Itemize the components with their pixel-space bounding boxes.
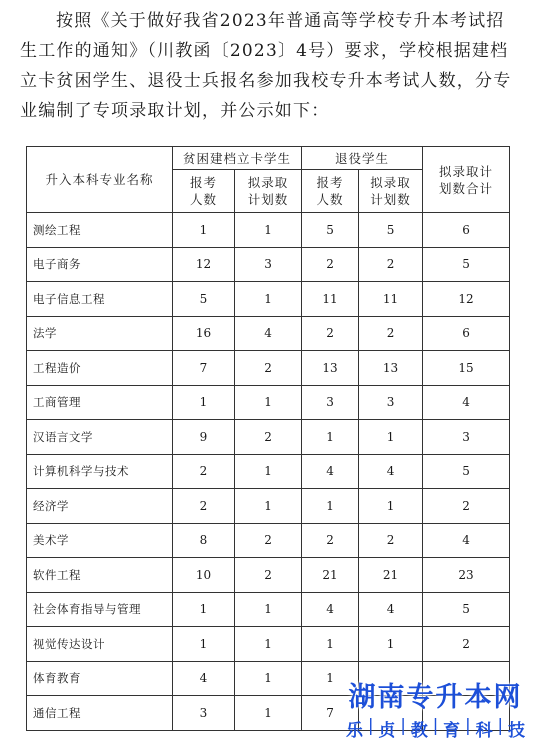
table-row [27, 385, 510, 420]
cell-poor-apply: 1 [173, 627, 235, 662]
table-row [27, 454, 510, 489]
cell-total: 4 [423, 523, 510, 558]
cell-total: 12 [423, 282, 510, 317]
cell-vet-plan: 21 [359, 558, 423, 593]
header-vet-apply: 报考人数 [302, 170, 359, 213]
table-row [27, 282, 510, 317]
table-body [27, 213, 510, 731]
cell-vet-plan: 4 [359, 454, 423, 489]
watermark-char: 教 [410, 721, 428, 741]
cell-total: 2 [423, 489, 510, 524]
table-row [27, 316, 510, 351]
cell-poor-apply: 1 [173, 213, 235, 248]
cell-poor-apply: 3 [173, 696, 235, 731]
enrollment-plan-table [26, 146, 510, 731]
cell-poor-plan: 1 [235, 627, 302, 662]
cell-vet-plan: 2 [359, 247, 423, 282]
table-row [27, 420, 510, 455]
watermark-separator: | [400, 716, 406, 736]
cell-poor-plan: 2 [235, 558, 302, 593]
cell-major: 社会体育指导与管理 [27, 592, 173, 627]
watermark-char: 乐 [346, 721, 363, 741]
cell-vet-apply: 1 [302, 489, 359, 524]
header-major: 升入本科专业名称 [27, 147, 173, 213]
cell-poor-apply: 8 [173, 523, 235, 558]
cell-major: 电子信息工程 [27, 282, 173, 317]
cell-vet-apply: 5 [302, 213, 359, 248]
cell-major: 软件工程 [27, 558, 173, 593]
header-poor-plan: 拟录取计划数 [235, 170, 302, 213]
header-row-1 [27, 147, 510, 170]
cell-total: 3 [423, 420, 510, 455]
cell-poor-apply: 9 [173, 420, 235, 455]
watermark-brand: 湖南专升本网 [348, 682, 523, 713]
cell-vet-plan: 5 [359, 213, 423, 248]
cell-vet-apply: 4 [302, 592, 359, 627]
cell-poor-plan: 1 [235, 454, 302, 489]
cell-major: 法学 [27, 316, 173, 351]
cell-poor-plan: 2 [235, 351, 302, 386]
cell-total: 23 [423, 558, 510, 593]
cell-poor-plan: 1 [235, 213, 302, 248]
cell-poor-apply: 2 [173, 454, 235, 489]
cell-major: 计算机科学与技术 [27, 454, 173, 489]
table-row [27, 627, 510, 662]
cell-total: 5 [423, 592, 510, 627]
cell-vet-apply: 3 [302, 385, 359, 420]
cell-poor-plan: 2 [235, 523, 302, 558]
cell-poor-plan: 1 [235, 696, 302, 731]
cell-vet-plan: 13 [359, 351, 423, 386]
cell-poor-plan: 1 [235, 661, 302, 696]
header-poor-students: 贫困建档立卡学生 [173, 147, 302, 170]
cell-major: 汉语言文学 [27, 420, 173, 455]
cell-total: 5 [423, 454, 510, 489]
cell-major: 美术学 [27, 523, 173, 558]
cell-total: 5 [423, 247, 510, 282]
cell-vet-plan: 2 [359, 316, 423, 351]
cell-poor-plan: 1 [235, 489, 302, 524]
cell-vet-apply: 2 [302, 247, 359, 282]
watermark-char: 贞 [378, 721, 396, 741]
cell-vet-plan: 1 [359, 489, 423, 524]
header-poor-apply: 报考人数 [173, 170, 235, 213]
cell-poor-apply: 1 [173, 385, 235, 420]
cell-major: 工商管理 [27, 385, 173, 420]
cell-vet-apply: 2 [302, 523, 359, 558]
cell-vet-apply: 7 [302, 696, 359, 731]
watermark-separator: | [465, 716, 471, 736]
cell-major: 体育教育 [27, 661, 173, 696]
watermark-separator: | [497, 716, 504, 736]
cell-total: 4 [423, 385, 510, 420]
cell-poor-apply: 5 [173, 282, 235, 317]
cell-vet-apply: 2 [302, 316, 359, 351]
header-total-plan: 拟录取计划数合计 [423, 147, 510, 213]
cell-total: 15 [423, 351, 510, 386]
watermark-char: 育 [443, 721, 461, 741]
header-vet-plan: 拟录取计划数 [359, 170, 423, 213]
cell-vet-apply: 1 [302, 661, 359, 696]
watermark-separator: | [432, 716, 439, 736]
table-row [27, 213, 510, 248]
cell-vet-plan: 4 [359, 592, 423, 627]
cell-total: 2 [423, 627, 510, 662]
intro-paragraph [20, 6, 520, 126]
cell-vet-plan: 2 [359, 523, 423, 558]
cell-major: 测绘工程 [27, 213, 173, 248]
cell-poor-plan: 1 [235, 385, 302, 420]
cell-poor-apply: 4 [173, 661, 235, 696]
cell-poor-plan: 4 [235, 316, 302, 351]
cell-poor-plan: 1 [235, 592, 302, 627]
cell-poor-plan: 3 [235, 247, 302, 282]
table-row [27, 592, 510, 627]
watermark-separator: | [367, 716, 374, 736]
cell-major: 通信工程 [27, 696, 173, 731]
cell-vet-apply: 1 [302, 627, 359, 662]
cell-poor-apply: 10 [173, 558, 235, 593]
cell-poor-plan: 2 [235, 420, 302, 455]
cell-vet-apply: 1 [302, 420, 359, 455]
cell-poor-apply: 2 [173, 489, 235, 524]
cell-major: 工程造价 [27, 351, 173, 386]
cell-vet-apply: 4 [302, 454, 359, 489]
cell-vet-apply: 21 [302, 558, 359, 593]
watermark-char: 科 [475, 721, 493, 741]
watermark-tagline [338, 716, 533, 741]
cell-poor-apply: 7 [173, 351, 235, 386]
cell-total: 6 [423, 213, 510, 248]
table-row [27, 489, 510, 524]
site-watermark [338, 682, 533, 744]
table-row [27, 523, 510, 558]
cell-poor-apply: 16 [173, 316, 235, 351]
cell-major: 视觉传达设计 [27, 627, 173, 662]
cell-total: 6 [423, 316, 510, 351]
table-row [27, 558, 510, 593]
cell-poor-apply: 1 [173, 592, 235, 627]
cell-poor-apply: 12 [173, 247, 235, 282]
cell-vet-apply: 11 [302, 282, 359, 317]
cell-vet-plan: 1 [359, 627, 423, 662]
cell-major: 经济学 [27, 489, 173, 524]
table-row [27, 247, 510, 282]
cell-vet-plan: 1 [359, 420, 423, 455]
table-row [27, 351, 510, 386]
cell-vet-plan: 3 [359, 385, 423, 420]
cell-vet-apply: 13 [302, 351, 359, 386]
intro-text: 按照《关于做好我省2023年普通高等学校专升本考试招生工作的通知》（川教函〔2023〕4号）要求，学校根据建档立卡贫困学生、退役士兵报名参加我校专升本考试人数，分专业编制了专项录取计划，并公示如下： [20, 11, 512, 121]
watermark-char: 技 [507, 721, 525, 741]
cell-major: 电子商务 [27, 247, 173, 282]
cell-vet-plan: 11 [359, 282, 423, 317]
header-veteran-students: 退役学生 [302, 147, 423, 170]
cell-poor-plan: 1 [235, 282, 302, 317]
